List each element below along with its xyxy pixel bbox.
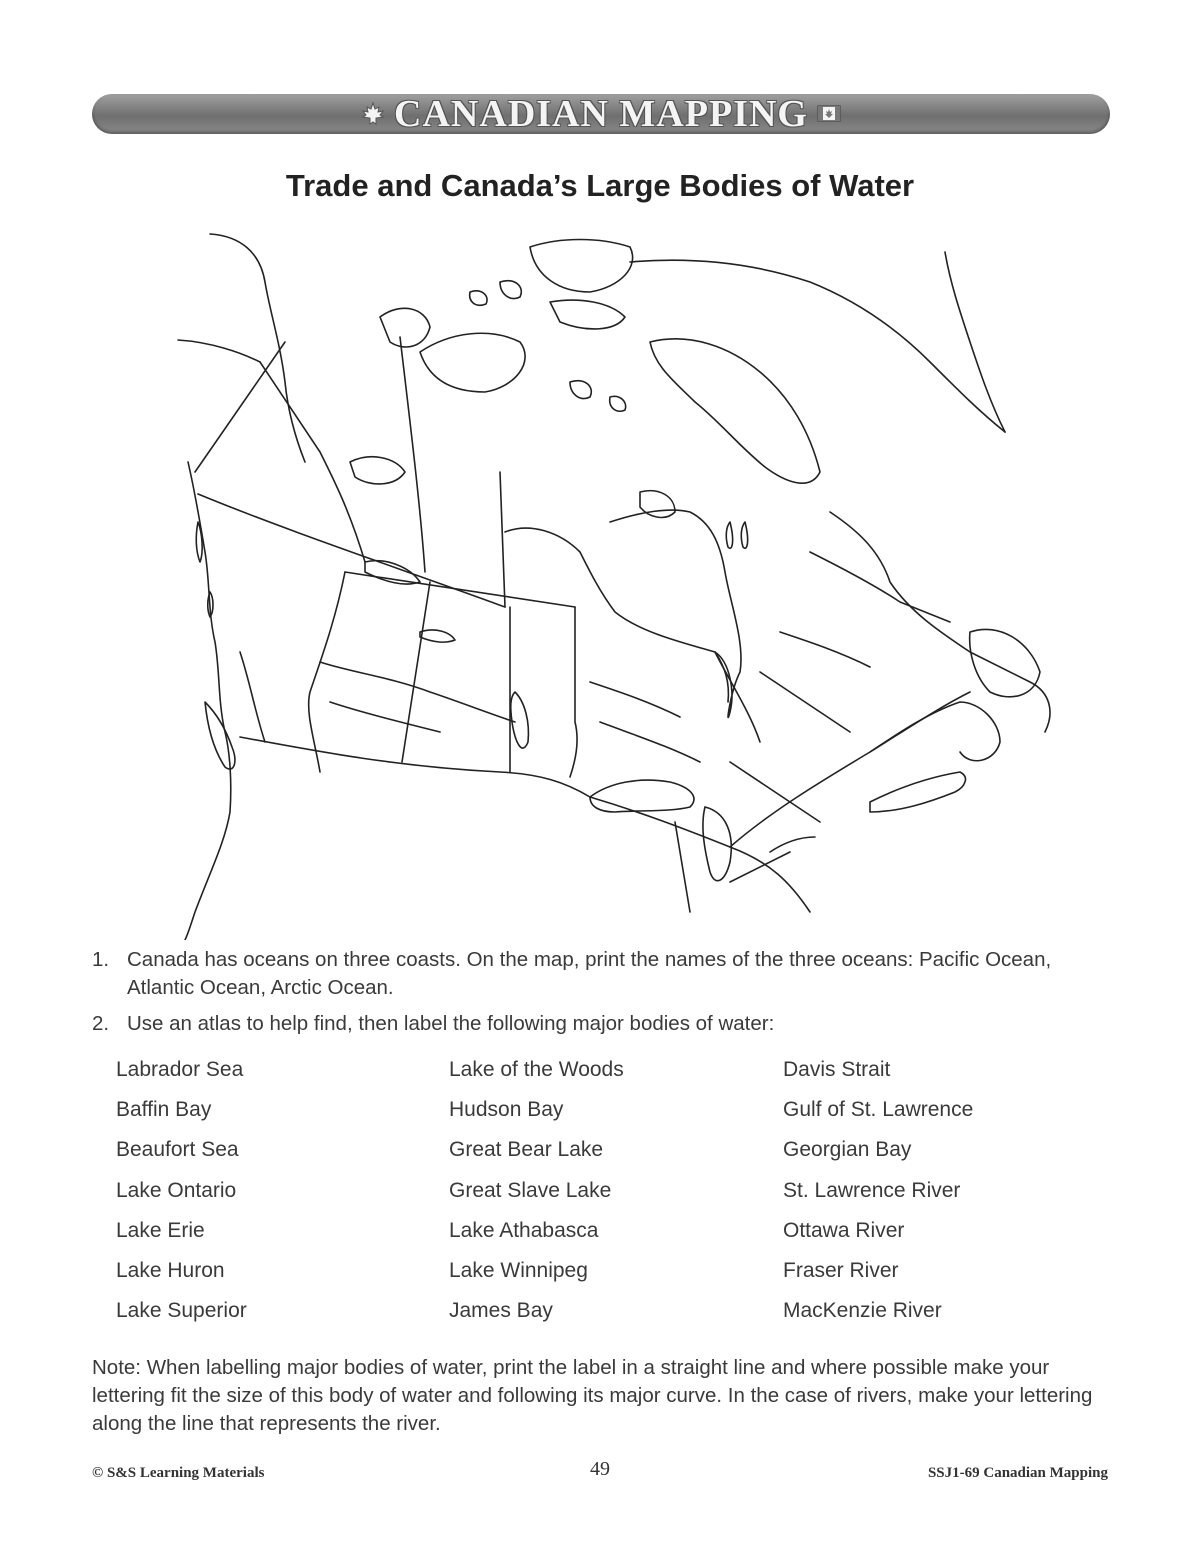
ellesmere-island <box>530 240 633 293</box>
alberta-bc-border <box>309 572 345 772</box>
nunavut-border <box>400 337 425 572</box>
list-item: Great Slave Lake <box>449 1178 612 1202</box>
page-number: 49 <box>590 1458 610 1480</box>
word-column-3 <box>783 1052 1103 1333</box>
question-text: Canada has oceans on three coasts. On the map, print the names of the three oceans: Pacific Ocean, Atlantic Ocean, Arctic Ocean. <box>127 948 1052 999</box>
banner-title: CANADIAN MAPPING <box>394 93 808 135</box>
list-item: Labrador Sea <box>116 1058 244 1081</box>
list-item: Great Bear Lake <box>449 1138 604 1162</box>
river-5 <box>760 672 850 732</box>
st-lawrence <box>730 692 970 847</box>
list-item: Lake Winnipeg <box>449 1258 588 1282</box>
word-column-2 <box>449 1052 769 1333</box>
labrador-coast <box>830 512 1050 732</box>
southampton-island <box>640 491 675 518</box>
sixty-parallel <box>345 572 575 607</box>
alberta-sask-border <box>402 582 430 762</box>
canada-outline-map <box>170 222 1060 940</box>
devon-island <box>550 300 625 329</box>
list-item: St. Lawrence River <box>783 1178 961 1202</box>
lake-michigan <box>675 822 690 912</box>
nova-scotia <box>870 772 965 812</box>
us-border <box>240 737 810 912</box>
quebec-labrador-border <box>810 552 950 622</box>
question-text: Use an atlas to help find, then label the following major bodies of water: <box>127 1012 775 1035</box>
yukon-border <box>195 342 285 472</box>
great-bear-lake <box>350 457 405 484</box>
banks-island <box>380 308 430 347</box>
river-4 <box>600 722 700 762</box>
great-slave-lake <box>365 561 420 584</box>
question-number: 1. <box>92 948 110 971</box>
hudson-bay <box>505 510 741 717</box>
pacific-coast <box>185 462 231 940</box>
river-1 <box>320 662 515 722</box>
baffin-island <box>650 339 820 483</box>
list-item: Beaufort Sea <box>116 1138 239 1162</box>
list-item: Lake of the Woods <box>449 1058 624 1081</box>
list-item: Fraser River <box>783 1258 899 1282</box>
list-item: MacKenzie River <box>783 1299 942 1323</box>
river-3 <box>590 682 680 717</box>
newfoundland <box>970 629 1040 696</box>
river-2 <box>330 702 440 732</box>
list-item: Georgian Bay <box>783 1138 912 1162</box>
list-item: Lake Superior <box>116 1299 247 1323</box>
river-6 <box>780 632 870 667</box>
list-item: Davis Strait <box>783 1058 891 1081</box>
footer-publisher: © S&S Learning Materials <box>92 1465 265 1481</box>
maple-leaf-icon <box>360 101 386 127</box>
lake-athabasca <box>420 630 455 642</box>
word-column-1 <box>116 1052 436 1333</box>
list-item: James Bay <box>449 1299 553 1323</box>
list-item: Lake Huron <box>116 1258 225 1282</box>
lake-huron <box>703 807 731 881</box>
list-item: Gulf of St. Lawrence <box>783 1098 974 1122</box>
victoria-island <box>420 333 525 392</box>
quebec-ontario-border <box>715 652 760 742</box>
list-item: Lake Athabasca <box>449 1218 599 1242</box>
nunavut-west <box>500 472 505 607</box>
list-item: Lake Ontario <box>116 1178 237 1202</box>
header-banner <box>92 94 1110 134</box>
flag-icon <box>816 101 842 127</box>
lake-ontario <box>770 837 815 852</box>
alaska-south <box>178 340 260 362</box>
list-item: Ottawa River <box>783 1218 905 1242</box>
lake-winnipeg <box>511 692 529 748</box>
greenland <box>630 260 1005 432</box>
man-ont-border <box>570 607 577 777</box>
list-item: Lake Erie <box>116 1218 205 1242</box>
list-item: Baffin Bay <box>116 1098 212 1122</box>
fraser-river <box>240 652 265 742</box>
list-item: Hudson Bay <box>449 1098 564 1122</box>
footer-book-code: SSJ1-69 Canadian Mapping <box>927 1465 1108 1481</box>
labelling-note: Note: When labelling major bodies of water, print the label in a straight line and where possible make your lettering fit the size of this body of water and following its major curve. In the case of rivers, make your lettering along the line that represents the river. <box>92 1356 1093 1435</box>
question-number: 2. <box>92 1012 110 1035</box>
page-title: Trade and Canada’s Large Bodies of Water <box>285 168 915 203</box>
lake-superior <box>590 780 694 812</box>
